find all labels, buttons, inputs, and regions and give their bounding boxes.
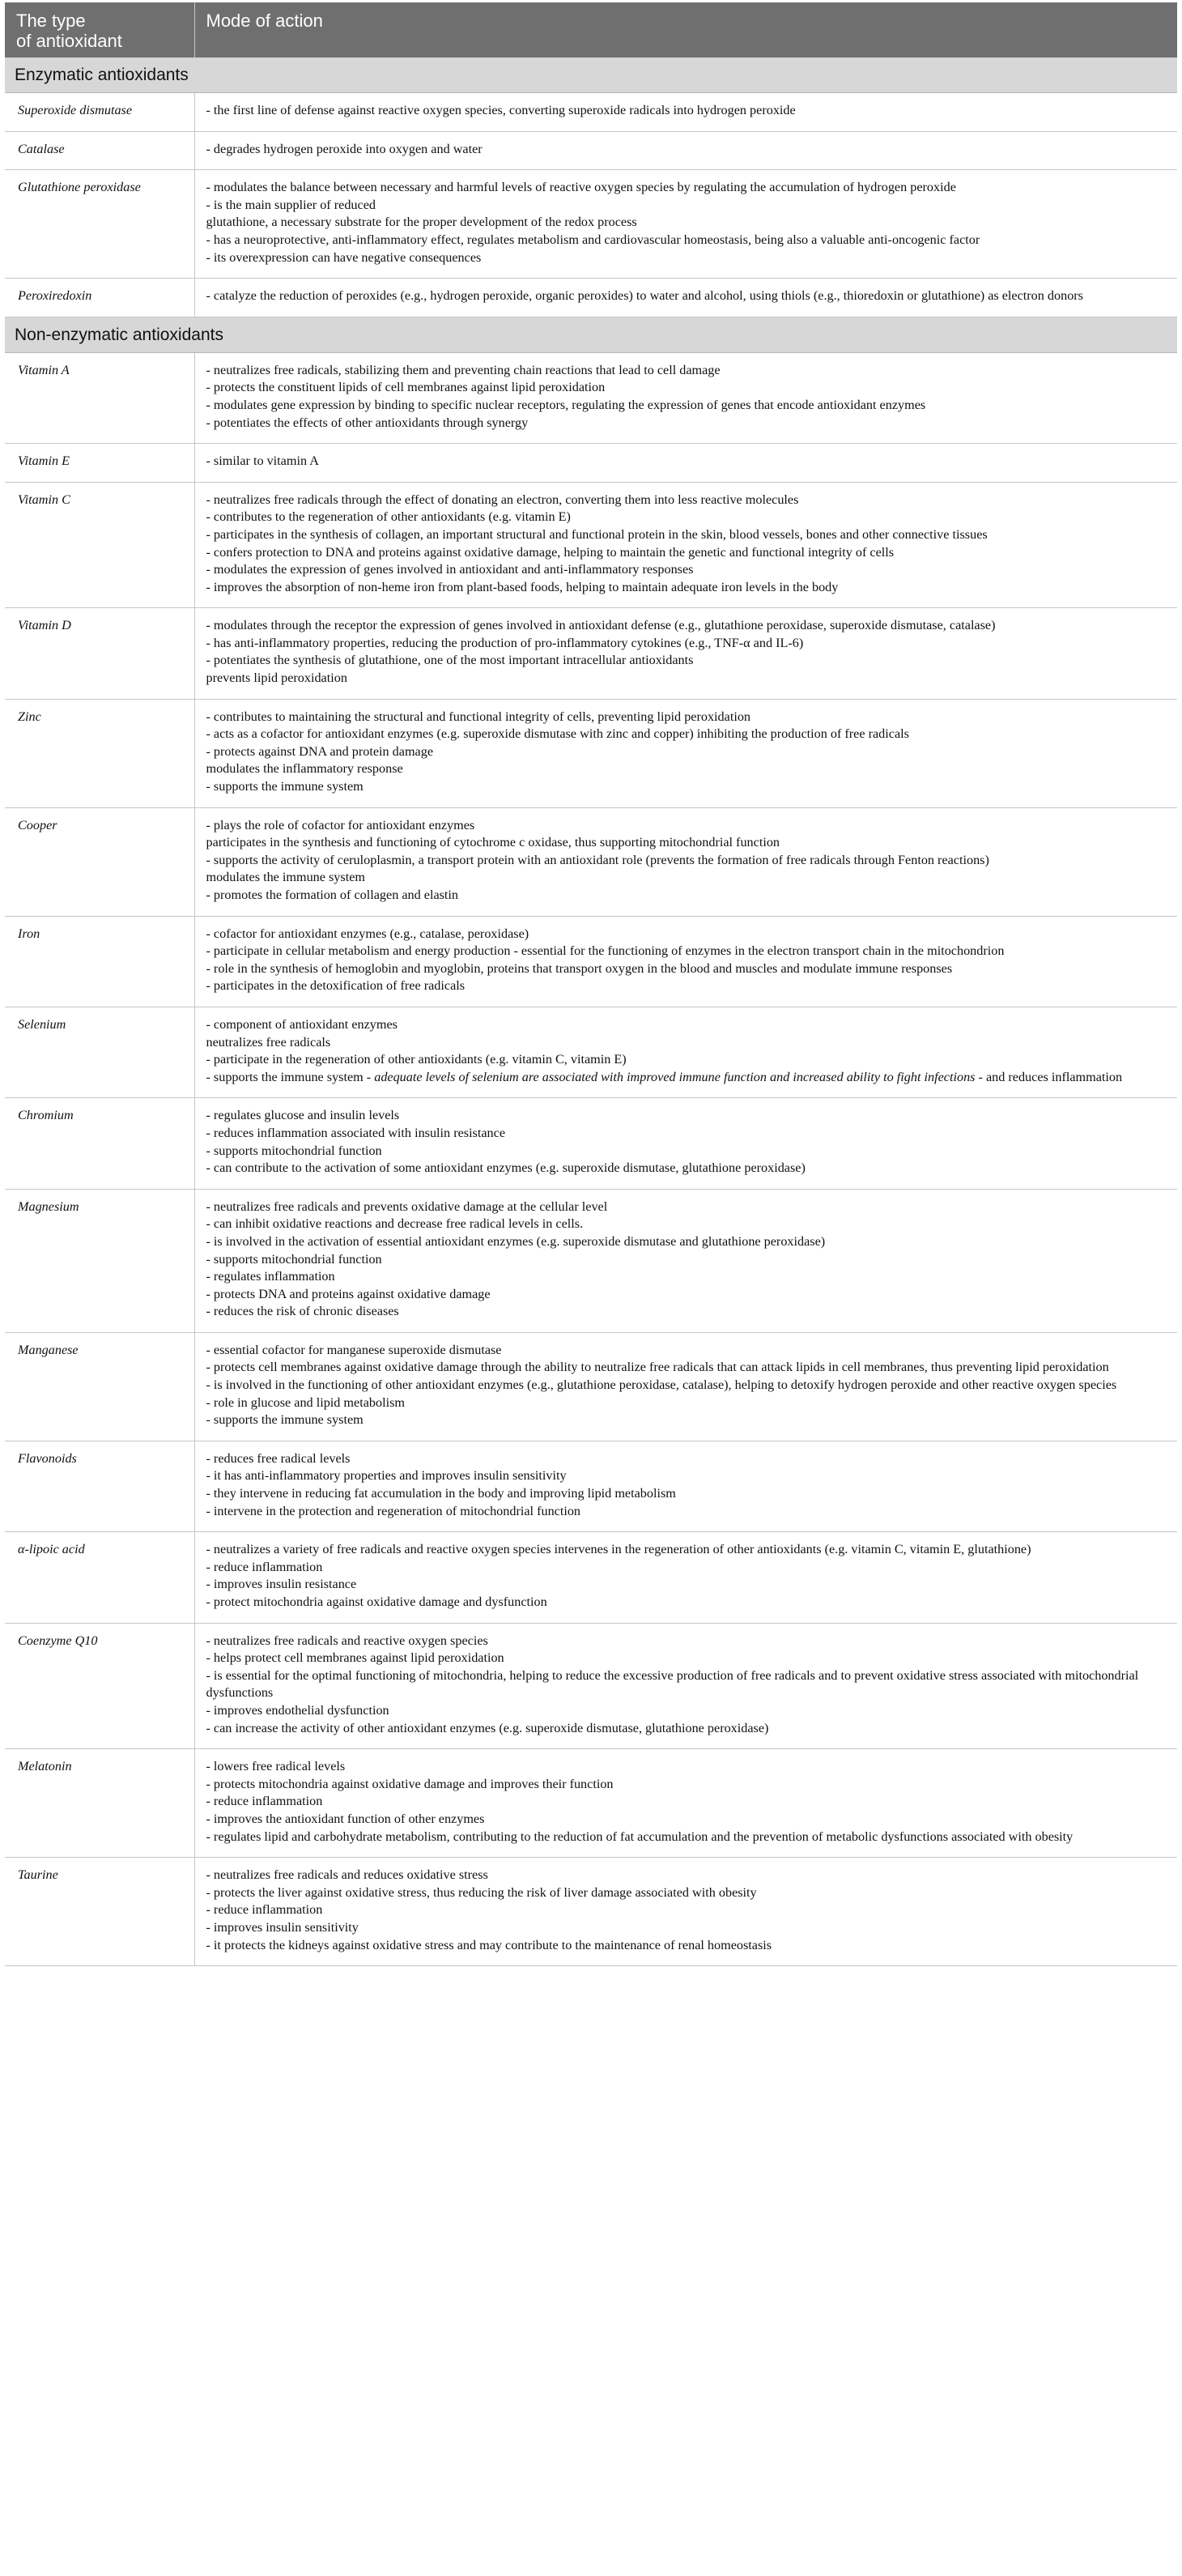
action-line: - lowers free radical levels [206,1759,346,1774]
action-line: - is involved in the functioning of other antioxidant enzymes (e.g., glutathione peroxidase, catalase), helping to detoxify hydrogen peroxide and other reactive oxygen species [206,1377,1117,1393]
action-line: - supports the immune system [206,779,364,794]
antioxidant-name: Magnesium [5,1189,194,1332]
action-line: - role in the synthesis of hemoglobin and myoglobin, proteins that transport oxygen in the blood and muscles and modulate immune responses [206,960,953,976]
table-row [5,131,1177,170]
antioxidant-name: Vitamin A [5,352,194,443]
antioxidant-name: Chromium [5,1098,194,1189]
action-line [206,1069,1168,1087]
mode-of-action [194,1332,1177,1441]
action-line: - it has anti-inflammatory properties and improves insulin sensitivity [206,1468,567,1484]
action-line: - neutralizes a variety of free radicals and reactive oxygen species intervenes in the regeneration of other antioxidants (e.g. vitamin C, vitamin E, glutathione) [206,1542,1031,1557]
action-line: - component of antioxidant enzymes [206,1016,398,1032]
action-line: - promotes the formation of collagen and elastin [206,888,459,902]
mode-of-action [194,1098,1177,1189]
mode-of-action [194,807,1177,916]
table-row [5,1532,1177,1623]
table-row [5,1189,1177,1332]
antioxidant-name: Peroxiredoxin [5,279,194,317]
mode-of-action [194,93,1177,132]
action-line: - protects DNA and proteins against oxidative damage [206,1286,491,1301]
table-row [5,1749,1177,1858]
action-line: - reduce inflammation [206,1902,323,1918]
mode-of-action [194,1189,1177,1332]
table-row [5,1098,1177,1189]
action-line: - has a neuroprotective, anti-inflammatory effect, regulates metabolism and cardiovascular homeostasis, being also a valuable anti-oncogenic factor [206,232,980,247]
table-row [5,807,1177,916]
antioxidant-name: Manganese [5,1332,194,1441]
mode-of-action [194,352,1177,443]
action-line: - can increase the activity of other antioxidant enzymes (e.g. superoxide dismutase, glutathione peroxidase) [206,1720,769,1735]
action-line: - modulates through the receptor the expression of genes involved in antioxidant defense (e.g., glutathione peroxidase, superoxide dismutase, catalase) [206,618,996,633]
table-row [5,608,1177,699]
antioxidant-name: Catalase [5,131,194,170]
table-row [5,1007,1177,1097]
mode-of-action [194,916,1177,1007]
table-row [5,699,1177,807]
antioxidant-name: Vitamin D [5,608,194,699]
action-line: - plays the role of cofactor for antioxidant enzymes [206,817,475,832]
action-line: - they intervene in reducing fat accumulation in the body and improving lipid metabolism [206,1486,676,1501]
section-title: Non-enzymatic antioxidants [5,317,1177,352]
action-line: - improves endothelial dysfunction [206,1702,389,1718]
table-row [5,1332,1177,1441]
action-line: - protects the liver against oxidative stress, thus reducing the risk of liver damage associated with obesity [206,1884,757,1900]
antioxidant-name: Coenzyme Q10 [5,1623,194,1749]
antioxidant-name: Taurine [5,1858,194,1966]
table-row [5,352,1177,443]
action-line: - acts as a cofactor for antioxidant enzymes (e.g. superoxide dismutase with zinc and copper) inhibiting the production of free radicals [206,726,909,742]
antioxidant-name: Vitamin E [5,444,194,483]
action-line: - participate in cellular metabolism and energy production - essential for the functioning of enzymes in the electron transport chain in the mitochondrion [206,943,1005,959]
action-line: - improves insulin resistance [206,1577,357,1592]
antioxidant-name: Flavonoids [5,1441,194,1531]
action-line: - reduces the risk of chronic diseases [206,1304,399,1319]
action-line: - reduces free radical levels [206,1450,351,1466]
mode-of-action [194,699,1177,807]
action-line: neutralizes free radicals [206,1034,331,1050]
table-row [5,279,1177,317]
mode-of-action [194,131,1177,170]
action-line: - it protects the kidneys against oxidative stress and may contribute to the maintenance of renal homeostasis [206,1937,772,1952]
mode-of-action [194,1007,1177,1097]
section-header-row [5,57,1177,93]
table-row [5,93,1177,132]
action-line: - supports mitochondrial function [206,1251,382,1267]
action-line: - reduce inflammation [206,1794,323,1809]
action-line: - potentiates the effects of other antioxidants through synergy [206,415,529,430]
action-line: - modulates the expression of genes involved in antioxidant and anti-inflammatory responses [206,562,694,577]
action-line: participates in the synthesis and functioning of cytochrome c oxidase, thus supporting mitochondrial function [206,835,780,850]
antioxidant-name: α-lipoic acid [5,1532,194,1623]
action-line: - contributes to maintaining the structural and functional integrity of cells, preventing lipid peroxidation [206,709,751,724]
mode-of-action [194,1749,1177,1858]
table-row [5,916,1177,1007]
mode-of-action [194,482,1177,608]
action-text-italic: adequate levels of selenium are associated with improved immune function and increased ability to fight infections [374,1069,976,1084]
action-line: - supports the activity of ceruloplasmin, a transport protein with an antioxidant role (prevents the formation of free radicals through Fenton reactions) [206,852,989,867]
action-line: - participates in the detoxification of free radicals [206,978,466,994]
action-line: - neutralizes free radicals and reactive oxygen species [206,1633,488,1648]
action-line: - reduce inflammation [206,1559,323,1574]
action-line: - protects cell membranes against oxidative damage through the ability to neutralize free radicals that can attack lipids in cell membranes, thus preventing lipid peroxidation [206,1360,1109,1375]
action-line: - participates in the synthesis of collagen, an important structural and functional protein in the skin, blood vessels, bones and other connective tissues [206,526,988,542]
section-header-row [5,317,1177,352]
action-line: - neutralizes free radicals and reduces oxidative stress [206,1867,488,1883]
action-line: - is the main supplier of reduced [206,197,376,212]
action-line: - the first line of defense against reactive oxygen species, converting superoxide radicals into hydrogen peroxide [206,103,796,117]
action-line: - degrades hydrogen peroxide into oxygen and water [206,141,483,156]
mode-of-action [194,444,1177,483]
action-text: - supports the immune system - [206,1069,375,1084]
action-line: - participate in the regeneration of other antioxidants (e.g. vitamin C, vitamin E) [206,1052,627,1067]
action-line: - is involved in the activation of essential antioxidant enzymes (e.g. superoxide dismutase and glutathione peroxidase) [206,1233,826,1249]
mode-of-action [194,170,1177,279]
action-line: - can inhibit oxidative reactions and decrease free radical levels in cells. [206,1216,584,1232]
action-line: - its overexpression can have negative consequences [206,249,482,265]
action-line: modulates the immune system [206,870,365,885]
action-line: modulates the inflammatory response [206,761,403,777]
action-line: - protect mitochondria against oxidative damage and dysfunction [206,1595,547,1609]
table-row [5,1858,1177,1966]
antioxidant-name: Glutathione peroxidase [5,170,194,279]
action-line: - neutralizes free radicals, stabilizing them and preventing chain reactions that lead to cell damage [206,362,721,377]
table-row [5,482,1177,608]
action-line: - regulates glucose and insulin levels [206,1108,400,1123]
mode-of-action [194,1441,1177,1531]
table-row [5,170,1177,279]
mode-of-action [194,608,1177,699]
action-line: - similar to vitamin A [206,453,319,469]
antioxidant-name: Iron [5,916,194,1007]
antioxidant-table-container [5,2,1177,1966]
table-row [5,1441,1177,1531]
mode-of-action [194,279,1177,317]
action-line: - improves the antioxidant function of other enzymes [206,1811,485,1826]
action-line: - improves insulin sensitivity [206,1919,359,1935]
antioxidant-name: Cooper [5,807,194,916]
action-line: - neutralizes free radicals and prevents oxidative damage at the cellular level [206,1199,608,1214]
action-line: - improves the absorption of non-heme iron from plant-based foods, helping to maintain adequate iron levels in the body [206,579,839,594]
table-header [5,2,1177,57]
action-line: - essential cofactor for manganese superoxide dismutase [206,1342,502,1357]
action-line: - can contribute to the activation of some antioxidant enzymes (e.g. superoxide dismutase, glutathione peroxidase) [206,1160,806,1176]
action-line: - confers protection to DNA and proteins against oxidative damage, helping to maintain the genetic and functional integrity of cells [206,544,895,560]
antioxidant-name: Melatonin [5,1749,194,1858]
action-line: glutathione, a necessary substrate for the proper development of the redox process [206,215,637,230]
action-line: - modulates gene expression by binding to specific nuclear receptors, regulating the expression of genes that encode antioxidant enzymes [206,397,926,412]
antioxidant-name: Zinc [5,699,194,807]
action-line: - helps protect cell membranes against lipid peroxidation [206,1650,504,1666]
action-line: - supports the immune system [206,1412,364,1428]
action-line: - potentiates the synthesis of glutathione, one of the most important intracellular antioxidants [206,653,694,668]
action-line: - cofactor for antioxidant enzymes (e.g., catalase, peroxidase) [206,926,529,941]
action-line: - contributes to the regeneration of other antioxidants (e.g. vitamin E) [206,509,571,525]
action-line: - reduces inflammation associated with insulin resistance [206,1125,506,1140]
antioxidant-name: Superoxide dismutase [5,93,194,132]
header-type: The type of antioxidant [5,2,194,57]
header-mode: Mode of action [194,2,1177,57]
action-line: - has anti-inflammatory properties, reducing the production of pro-inflammatory cytokines (e.g., TNF-α and IL-6) [206,635,804,650]
action-line: prevents lipid peroxidation [206,671,347,686]
action-line: - role in glucose and lipid metabolism [206,1394,405,1410]
action-text: - and reduces inflammation [975,1069,1123,1084]
action-line: - protects mitochondria against oxidative damage and improves their function [206,1776,614,1791]
action-line: - supports mitochondrial function [206,1143,382,1158]
action-line: - is essential for the optimal functioning of mitochondria, helping to reduce the excessive production of free radicals and to prevent oxidative stress associated with mitochondrial dysfunctions [206,1667,1139,1701]
action-line: - regulates lipid and carbohydrate metabolism, contributing to the reduction of fat accumulation and the prevention of metabolic dysfunctions associated with obesity [206,1829,1074,1844]
action-line: - protects against DNA and protein damage [206,743,433,759]
action-line: - intervene in the protection and regeneration of mitochondrial function [206,1503,581,1518]
antioxidant-table [5,2,1177,1966]
action-line: - regulates inflammation [206,1269,335,1284]
antioxidant-name: Vitamin C [5,482,194,608]
mode-of-action [194,1858,1177,1966]
action-line: - catalyze the reduction of peroxides (e.g., hydrogen peroxide, organic peroxides) to water and alcohol, using thiols (e.g., thioredoxin or glutathione) as electron donors [206,288,1083,304]
table-body [5,57,1177,1966]
table-row [5,1623,1177,1749]
action-line: - modulates the balance between necessary and harmful levels of reactive oxygen species by regulating the accumulation of hydrogen peroxide [206,180,956,195]
action-line: - neutralizes free radicals through the effect of donating an electron, converting them into less reactive molecules [206,492,799,507]
action-line: - protects the constituent lipids of cell membranes against lipid peroxidation [206,380,606,395]
table-row [5,444,1177,483]
mode-of-action [194,1532,1177,1623]
mode-of-action [194,1623,1177,1749]
antioxidant-name: Selenium [5,1007,194,1097]
section-title: Enzymatic antioxidants [5,57,1177,93]
